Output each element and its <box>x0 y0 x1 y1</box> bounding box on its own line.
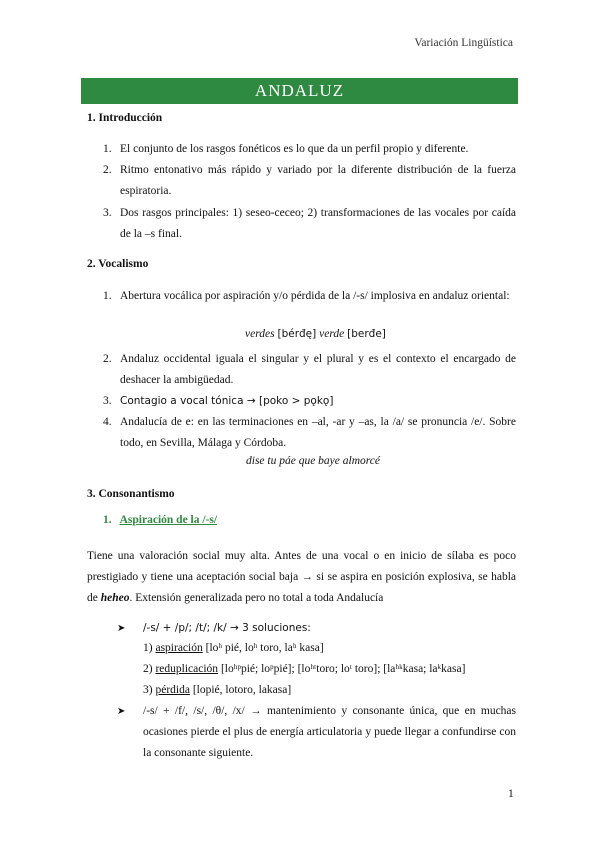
list-item <box>103 349 516 391</box>
list-number: 2. <box>103 164 112 176</box>
paragraph-text: Tiene una valoración social muy alta. Antes de una vocal o en inicio de sílaba es poco prestigiado y tiene una aceptación social baja → si se aspira en posición explosiva, se habla de <box>87 550 516 604</box>
list-text: Ritmo entonativo más rápido y variado por la diferente distribución de la fuerza espiratoria. <box>120 164 516 197</box>
solution-item <box>143 684 291 696</box>
subsection-label: Aspiración de la /-s/ <box>119 514 218 526</box>
section-introduccion-heading: 1. Introducción <box>87 112 163 124</box>
example-phonetic: [berđe] <box>347 328 386 340</box>
list-number: 2. <box>103 353 112 365</box>
section-vocalismo-heading: 2. Vocalismo <box>87 258 149 270</box>
page-number: 1 <box>508 788 514 800</box>
solution-text: [loʰ pié, loʰ toro, laʰ kasa] <box>205 642 324 654</box>
bullet-item <box>117 701 516 764</box>
title-banner: ANDALUZ <box>81 78 518 104</box>
vocal-example <box>245 328 386 340</box>
list-number: 3. <box>103 207 112 219</box>
solution-label: aspiración <box>155 642 203 654</box>
bullet-text: /-s/ + /f/, /s/, /θ/, /x/ → mantenimiento y consonante única, que en muchas ocasiones pierde el plus de energía articulatoria y puede llegar a confundirse con la consonante siguiente. <box>143 705 516 759</box>
arrowhead-bullet-icon: ➤ <box>117 623 126 634</box>
arrowhead-bullet-icon: ➤ <box>117 706 126 717</box>
example-word: verdes <box>245 328 275 340</box>
list-item <box>103 391 516 412</box>
list-item <box>103 160 516 202</box>
bullet-text: /-s/ + /p/; /t/; /k/ → 3 soluciones: <box>143 622 311 634</box>
list-item <box>103 412 516 454</box>
example-word: verde <box>319 328 345 340</box>
body-paragraph <box>87 546 516 609</box>
vocal-example-sentence: dise tu páe que baye almorcé <box>246 455 381 467</box>
list-text: Contagio a vocal tónica → [poko > pǫkǫ] <box>120 395 334 407</box>
solution-text: [lopié, lotoro, lakasa] <box>192 684 292 696</box>
solution-label: reduplicación <box>155 663 219 675</box>
subsection-aspiracion-heading <box>103 514 217 526</box>
list-text: El conjunto de los rasgos fonéticos es lo que da un perfil propio y diferente. <box>120 143 469 155</box>
bullet-item <box>117 618 516 639</box>
list-item <box>103 203 516 245</box>
list-item <box>103 286 516 307</box>
paragraph-text-end: . Extensión generalizada pero no total a toda Andalucía <box>129 592 384 604</box>
solution-number: 2) <box>143 663 153 675</box>
solution-label: pérdida <box>155 684 190 696</box>
solution-text: [loʰᵖpié; loᵖpié]; [loʰᵗtoro; loᵗ toro]; [laʰᵏkasa; laᵏkasa] <box>220 663 466 675</box>
solution-number: 3) <box>143 684 153 696</box>
list-text: Andaluz occidental iguala el singular y el plural y es el contexto el encargado de deshacer la ambigüedad. <box>120 353 516 386</box>
paragraph-emphasis: heheo <box>100 592 130 604</box>
subsection-number: 1. <box>103 514 112 526</box>
section-consonantismo-heading: 3. Consonantismo <box>87 488 175 500</box>
list-number: 1. <box>103 143 112 155</box>
solution-number: 1) <box>143 642 153 654</box>
list-text: Andalucía de e: en las terminaciones en –al, -ar y –as, la /a/ se pronuncia /e/. Sobre todo, en Sevilla, Málaga y Córdoba. <box>120 416 516 449</box>
solution-item <box>143 663 465 675</box>
list-number: 3. <box>103 395 112 407</box>
list-item <box>103 139 516 160</box>
list-text: Dos rasgos principales: 1) seseo-ceceo; 2) transformaciones de las vocales por caída de la –s final. <box>120 207 516 240</box>
list-number: 4. <box>103 416 112 428</box>
running-header: Variación Lingüística <box>414 37 513 49</box>
list-number: 1. <box>103 290 112 302</box>
list-text: Abertura vocálica por aspiración y/o pérdida de la /-s/ implosiva en andaluz oriental: <box>120 290 510 302</box>
solution-item <box>143 642 324 654</box>
example-phonetic: [bérđę] <box>277 328 317 340</box>
